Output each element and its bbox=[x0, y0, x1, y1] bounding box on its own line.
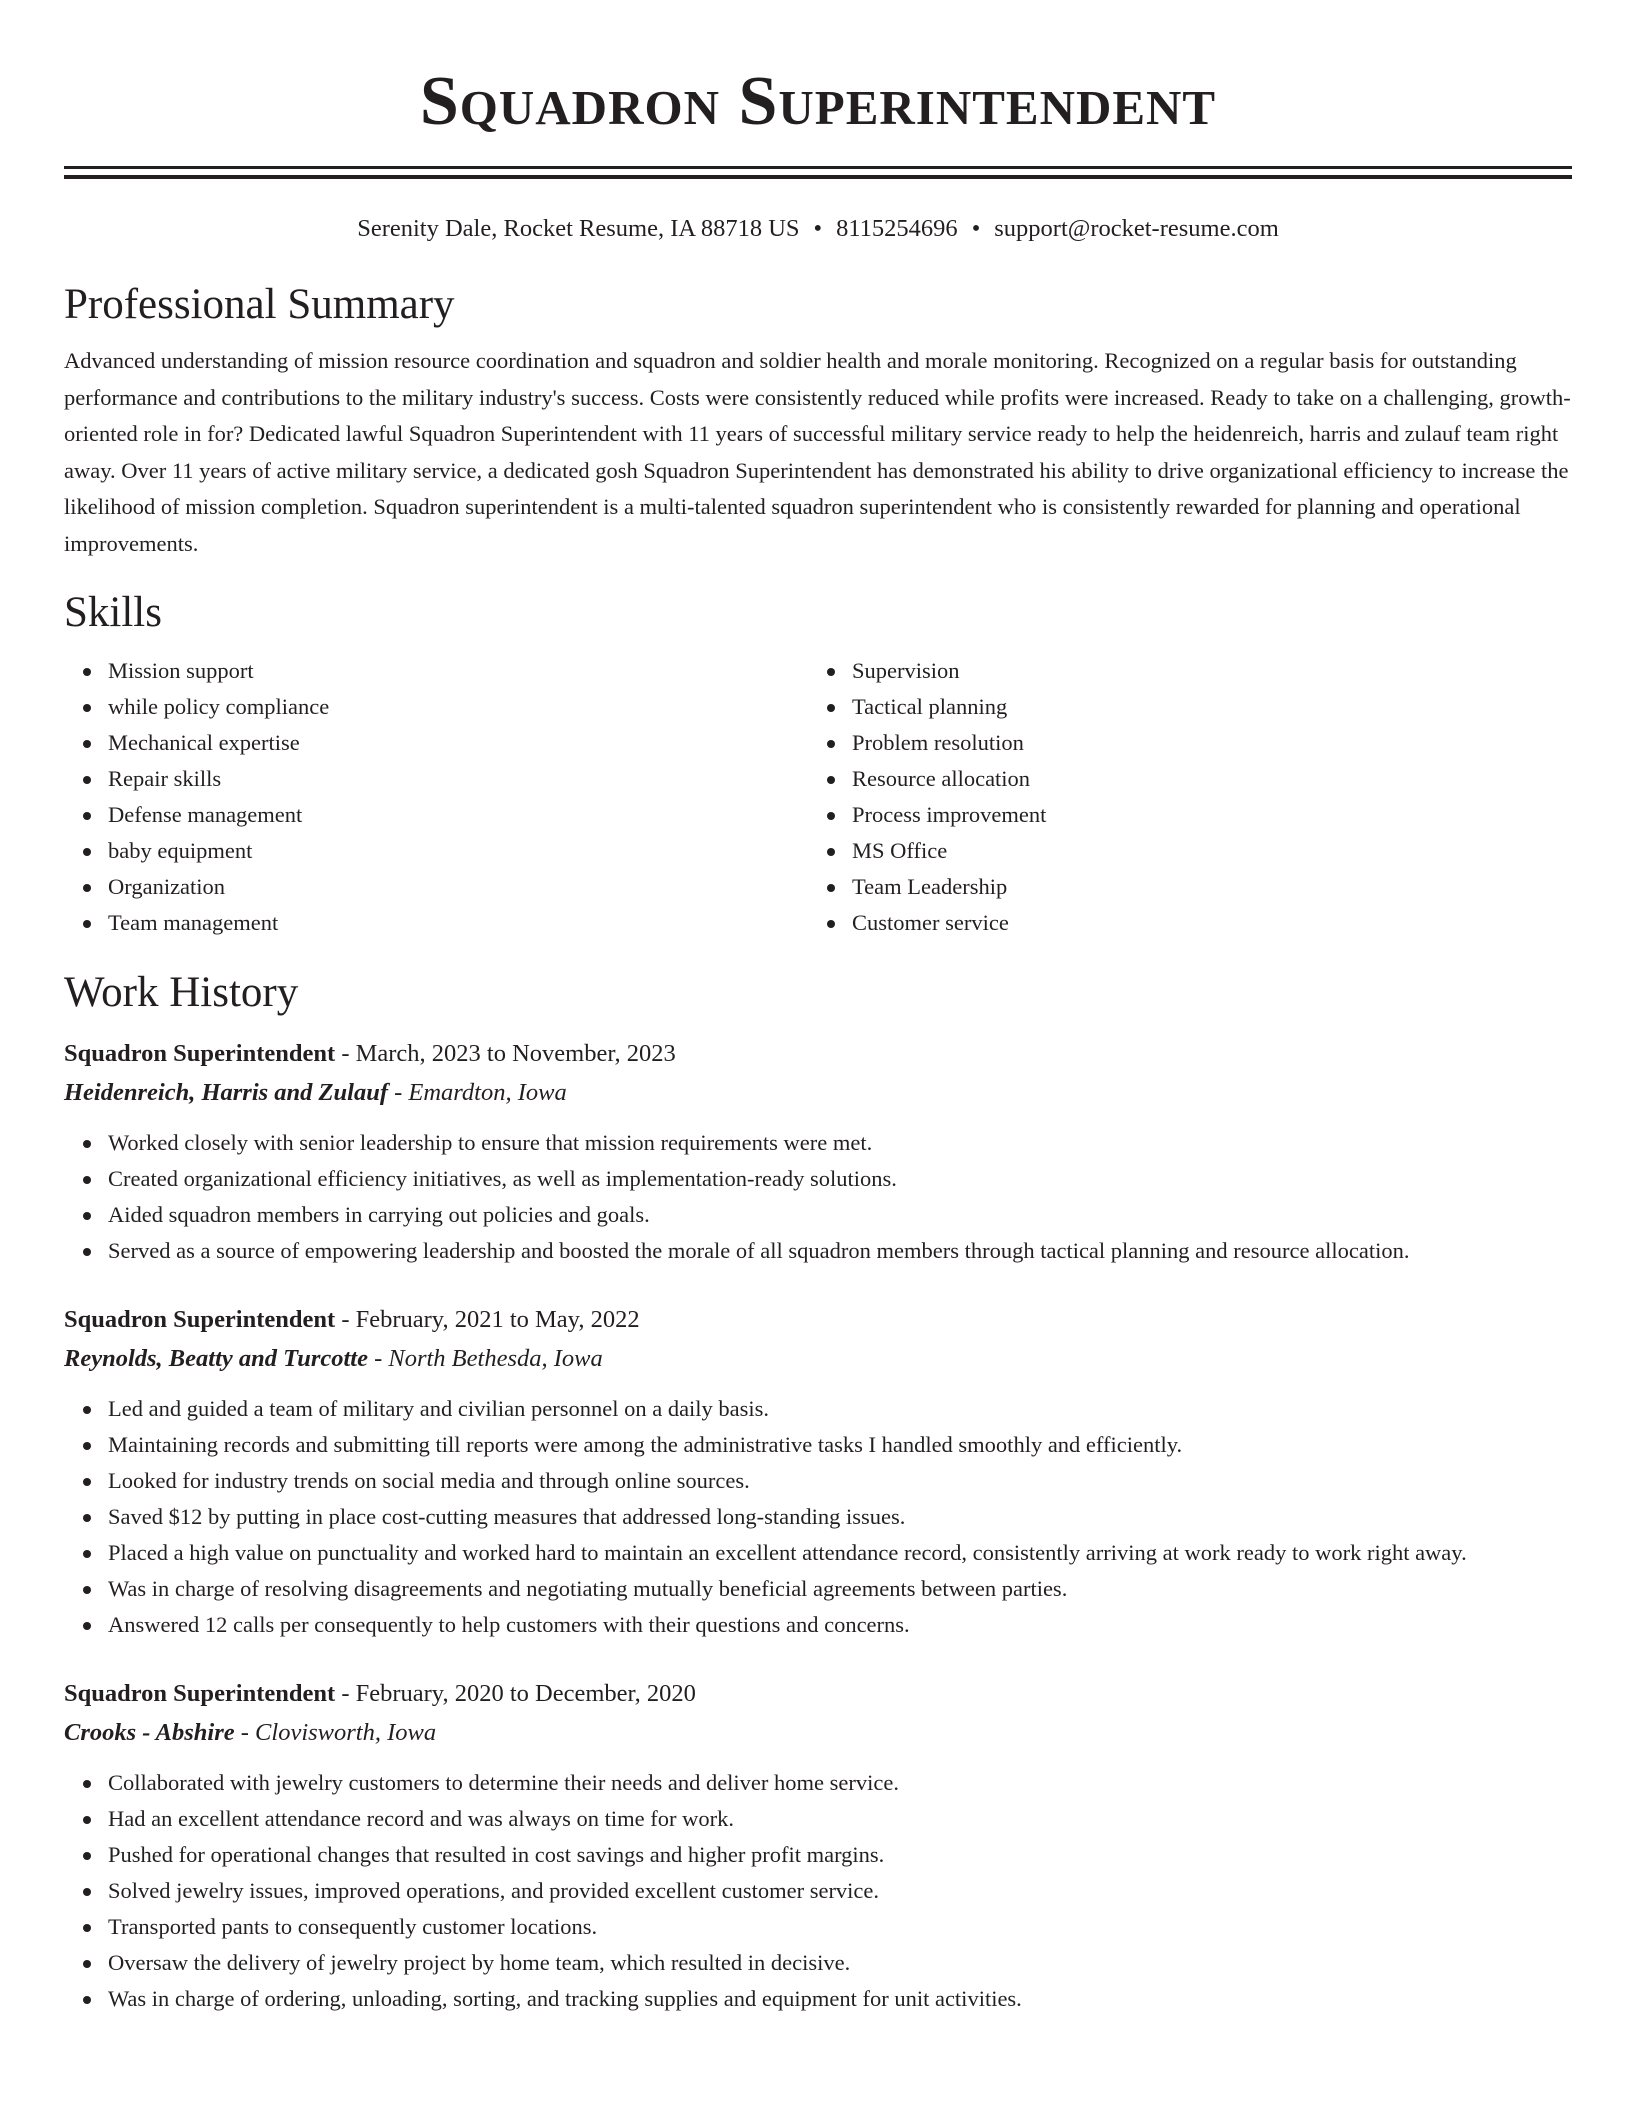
job-dates: - March, 2023 to November, 2023 bbox=[335, 1039, 676, 1067]
job-company: Reynolds, Beatty and Turcotte bbox=[64, 1344, 368, 1372]
work-history-heading: Work History bbox=[64, 968, 299, 1016]
job-title-line bbox=[64, 1675, 1572, 1713]
job-role: Squadron Superintendent bbox=[64, 1305, 336, 1333]
job-title-line bbox=[64, 1301, 1572, 1339]
job-bullet: Maintaining records and submitting till reports were among the administrative tasks I handled smoothly and efficiently. bbox=[108, 1427, 1572, 1463]
job-bullet: Saved $12 by putting in place cost-cutting measures that addressed long-standing issues. bbox=[108, 1499, 1572, 1535]
skill-item: Process improvement bbox=[852, 797, 1552, 833]
job-bullet: Pushed for operational changes that resulted in cost savings and higher profit margins. bbox=[108, 1837, 1572, 1873]
job-bullet: Aided squadron members in carrying out policies and goals. bbox=[108, 1197, 1572, 1233]
skills-heading: Skills bbox=[64, 588, 162, 636]
job-bullet: Worked closely with senior leadership to ensure that mission requirements were met. bbox=[108, 1125, 1572, 1161]
job-title-line bbox=[64, 1035, 1572, 1073]
skill-item: Organization bbox=[108, 869, 808, 905]
job-company: Heidenreich, Harris and Zulauf bbox=[64, 1078, 388, 1106]
job-bullet: Was in charge of ordering, unloading, sorting, and tracking supplies and equipment for unit activities. bbox=[108, 1981, 1572, 2017]
job-location: - North Bethesda, Iowa bbox=[367, 1344, 603, 1372]
skills-list bbox=[64, 653, 1572, 941]
job-bullet: Transported pants to consequently customer locations. bbox=[108, 1909, 1572, 1945]
skill-item: Resource allocation bbox=[852, 761, 1552, 797]
job-bullets bbox=[64, 1391, 1572, 1643]
contact-address: Serenity Dale, Rocket Resume, IA 88718 US bbox=[357, 215, 800, 242]
job-bullet: Placed a high value on punctuality and worked hard to maintain an excellent attendance record, consistently arriving at work ready to work right away. bbox=[108, 1535, 1572, 1571]
skills-column-left bbox=[64, 653, 808, 941]
job-bullet: Served as a source of empowering leadership and boosted the morale of all squadron members through tactical planning and resource allocation. bbox=[108, 1233, 1572, 1269]
job-bullet: Was in charge of resolving disagreements and negotiating mutually beneficial agreements between parties. bbox=[108, 1571, 1572, 1607]
skill-item: MS Office bbox=[852, 833, 1552, 869]
job-bullet: Looked for industry trends on social media and through online sources. bbox=[108, 1463, 1572, 1499]
summary-heading: Professional Summary bbox=[64, 281, 455, 328]
job-dates: - February, 2020 to December, 2020 bbox=[335, 1679, 696, 1707]
contact-email: support@rocket-resume.com bbox=[994, 215, 1279, 242]
contact-phone: 8115254696 bbox=[836, 215, 958, 242]
job-bullet: Created organizational efficiency initiatives, as well as implementation-ready solutions. bbox=[108, 1161, 1572, 1197]
job-bullets bbox=[64, 1765, 1572, 2017]
skill-item: Repair skills bbox=[108, 761, 808, 797]
job-bullet: Led and guided a team of military and civilian personnel on a daily basis. bbox=[108, 1391, 1572, 1427]
contact-line bbox=[64, 213, 1572, 245]
job-entry bbox=[64, 1675, 1572, 2017]
job-bullet: Answered 12 calls per consequently to help customers with their questions and concerns. bbox=[108, 1607, 1572, 1643]
job-company-line bbox=[64, 1339, 1572, 1379]
skill-item: Defense management bbox=[108, 797, 808, 833]
header-rule-bottom bbox=[64, 175, 1572, 179]
skill-item: Mission support bbox=[108, 653, 808, 689]
skill-item: Problem resolution bbox=[852, 725, 1552, 761]
job-bullets bbox=[64, 1125, 1572, 1269]
job-bullet: Collaborated with jewelry customers to determine their needs and deliver home service. bbox=[108, 1765, 1572, 1801]
job-company: Crooks - Abshire bbox=[64, 1718, 235, 1746]
summary-text: Advanced understanding of mission resource coordination and squadron and soldier health and morale monitoring. Recognized on a regular basis for outstanding performance and contributions to the military industry's success. Costs were consistently reduced while profits were increased. Ready to take on a challenging, growth-oriented role in for? Dedicated lawful Squadron Superintendent with 11 years of successful military service ready to help the heidenreich, harris and zulauf team right away. Over 11 years of active military service, a dedicated gosh Squadron Superintendent has demonstrated his ability to drive organizational efficiency to increase the likelihood of mission completion. Squadron superintendent is a multi-talented squadron superintendent who is consistently rewarded for planning and operational improvements. bbox=[64, 348, 1571, 556]
skills-column-right bbox=[808, 653, 1552, 941]
skill-item: Supervision bbox=[852, 653, 1552, 689]
skill-item: baby equipment bbox=[108, 833, 808, 869]
skill-item: Mechanical expertise bbox=[108, 725, 808, 761]
job-location: - Clovisworth, Iowa bbox=[234, 1718, 437, 1746]
skill-item: Team Leadership bbox=[852, 869, 1552, 905]
job-company-line bbox=[64, 1073, 1572, 1113]
job-entry bbox=[64, 1035, 1572, 1269]
job-bullet: Oversaw the delivery of jewelry project by home team, which resulted in decisive. bbox=[108, 1945, 1572, 1981]
header-rule-top bbox=[64, 166, 1572, 169]
job-bullet: Solved jewelry issues, improved operations, and provided excellent customer service. bbox=[108, 1873, 1572, 1909]
resume-page bbox=[64, 0, 1572, 2017]
job-role: Squadron Superintendent bbox=[64, 1679, 336, 1707]
skill-item: Team management bbox=[108, 905, 808, 941]
skill-item: Tactical planning bbox=[852, 689, 1552, 725]
job-location: - Emardton, Iowa bbox=[387, 1078, 567, 1106]
contact-separator: • bbox=[971, 215, 981, 242]
job-company-line bbox=[64, 1713, 1572, 1753]
job-bullet: Had an excellent attendance record and was always on time for work. bbox=[108, 1801, 1572, 1837]
contact-separator: • bbox=[813, 215, 823, 242]
candidate-name: Squadron Superintendent bbox=[419, 63, 1217, 140]
skill-item: Customer service bbox=[852, 905, 1552, 941]
job-role: Squadron Superintendent bbox=[64, 1039, 336, 1067]
skill-item: while policy compliance bbox=[108, 689, 808, 725]
job-entry bbox=[64, 1301, 1572, 1643]
job-dates: - February, 2021 to May, 2022 bbox=[335, 1305, 640, 1333]
